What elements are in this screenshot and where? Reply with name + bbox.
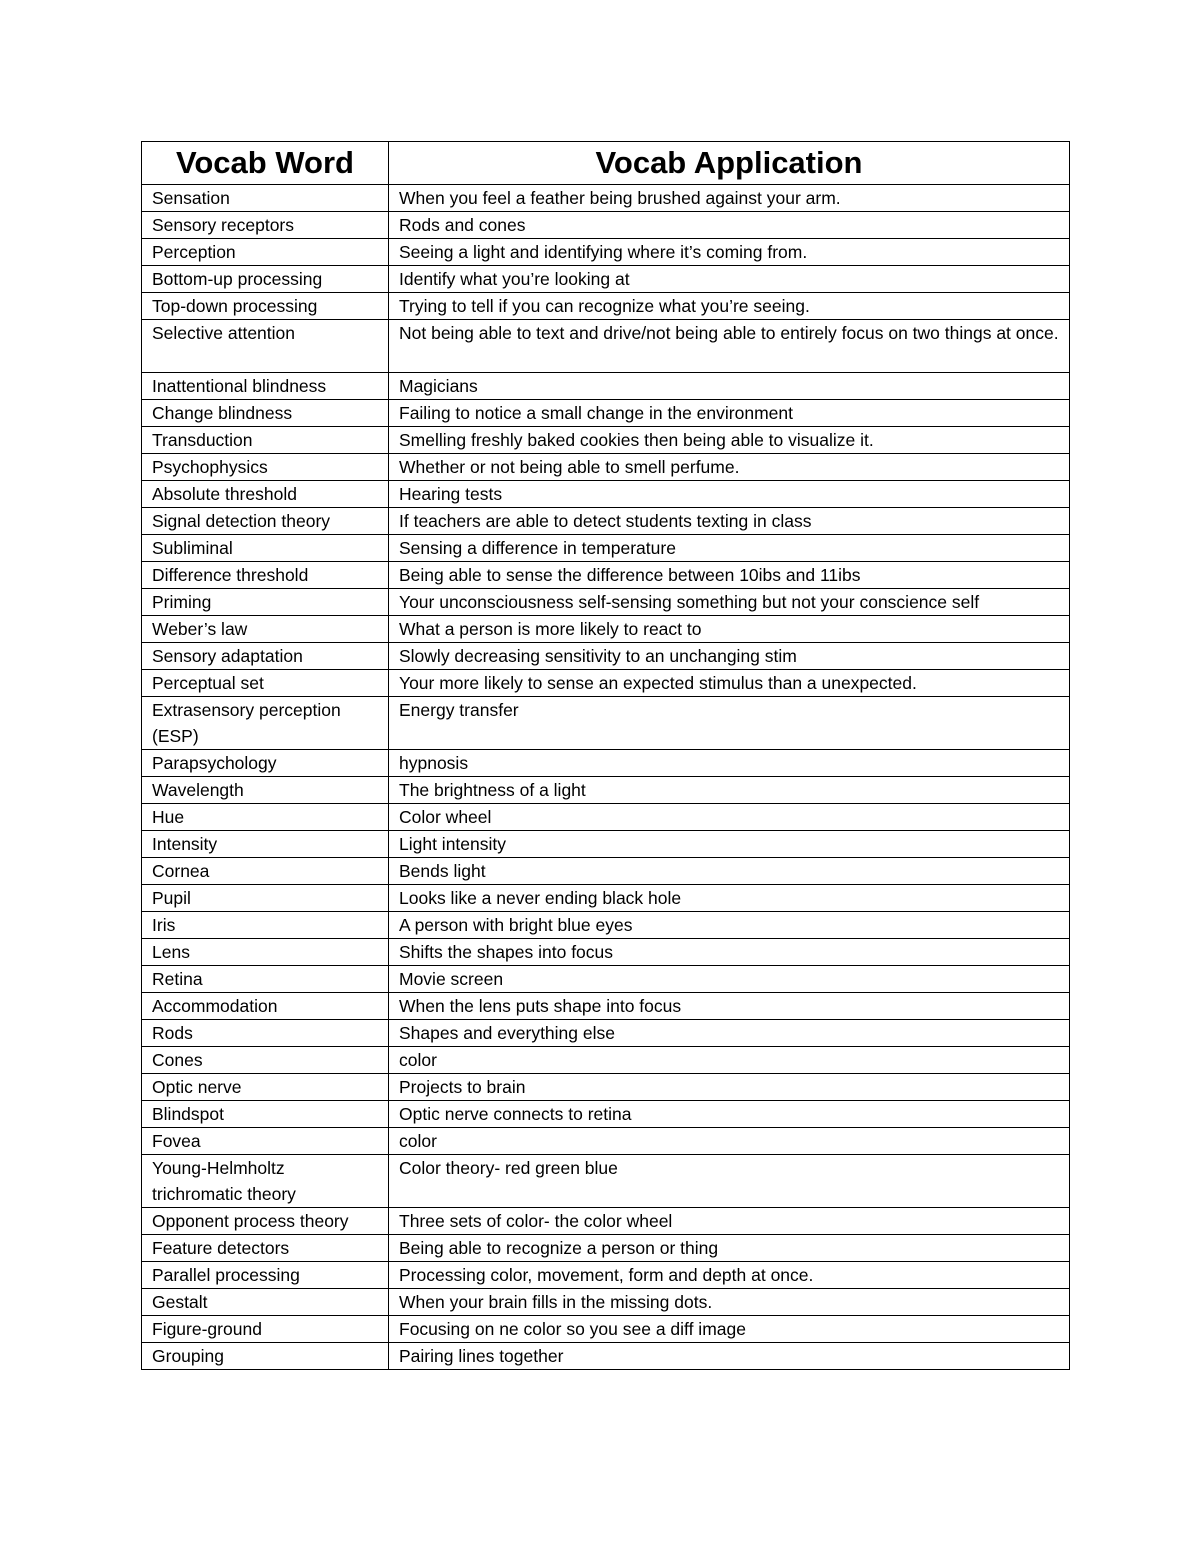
table-row [142,1074,1070,1101]
table-row [142,535,1070,562]
table-row [142,212,1070,239]
vocab-word-cell: Top-down processing [142,293,389,320]
vocab-application-cell: If teachers are able to detect students texting in class [389,508,1070,535]
vocab-word-cell: Lens [142,939,389,966]
vocab-word-cell: Difference threshold [142,562,389,589]
vocab-word-cell: Wavelength [142,777,389,804]
table-row [142,966,1070,993]
header-row [142,142,1070,185]
table-row [142,1128,1070,1155]
vocab-word-cell: Subliminal [142,535,389,562]
vocab-word-cell: Bottom-up processing [142,266,389,293]
vocab-application-cell: Failing to notice a small change in the environment [389,400,1070,427]
vocab-word-cell: Pupil [142,885,389,912]
vocab-application-cell: Being able to sense the difference between 10ibs and 11ibs [389,562,1070,589]
table-row [142,1020,1070,1047]
table-row [142,320,1070,373]
vocab-application-cell: Your unconsciousness self-sensing something but not your conscience self [389,589,1070,616]
vocab-word-cell: Parallel processing [142,1262,389,1289]
table-row [142,454,1070,481]
vocab-word-cell: Change blindness [142,400,389,427]
vocab-word-cell: Signal detection theory [142,508,389,535]
table-row [142,804,1070,831]
vocab-application-cell: Identify what you’re looking at [389,266,1070,293]
table-row [142,643,1070,670]
table-row [142,858,1070,885]
table-row [142,1289,1070,1316]
vocab-word-cell: Absolute threshold [142,481,389,508]
table-row [142,939,1070,966]
vocab-word-cell: Hue [142,804,389,831]
vocab-word-cell: Fovea [142,1128,389,1155]
vocab-application-cell: Processing color, movement, form and depth at once. [389,1262,1070,1289]
table-row [142,373,1070,400]
table-row [142,993,1070,1020]
vocab-table-body [142,185,1070,1370]
vocab-application-cell: Pairing lines together [389,1343,1070,1370]
vocab-word-cell: Blindspot [142,1101,389,1128]
vocab-word-cell: Optic nerve [142,1074,389,1101]
table-row [142,508,1070,535]
vocab-application-cell: Optic nerve connects to retina [389,1101,1070,1128]
vocab-application-cell: color [389,1047,1070,1074]
vocab-word-cell: Retina [142,966,389,993]
vocab-word-cell: Iris [142,912,389,939]
table-row [142,1155,1070,1208]
vocab-table [141,141,1070,1370]
vocab-word-cell: Inattentional blindness [142,373,389,400]
table-row [142,1316,1070,1343]
vocab-word-cell: Grouping [142,1343,389,1370]
vocab-word-cell: Rods [142,1020,389,1047]
table-row [142,616,1070,643]
vocab-application-cell: What a person is more likely to react to [389,616,1070,643]
vocab-word-cell: Priming [142,589,389,616]
vocab-word-cell: Sensation [142,185,389,212]
vocab-application-cell: Light intensity [389,831,1070,858]
vocab-word-cell: Psychophysics [142,454,389,481]
header-vocab-application: Vocab Application [389,142,1070,185]
vocab-application-cell: Your more likely to sense an expected stimulus than a unexpected. [389,670,1070,697]
table-row [142,777,1070,804]
table-row [142,1101,1070,1128]
vocab-application-cell: Whether or not being able to smell perfume. [389,454,1070,481]
table-row [142,885,1070,912]
vocab-word-cell: Sensory receptors [142,212,389,239]
vocab-application-cell: The brightness of a light [389,777,1070,804]
vocab-application-cell: Sensing a difference in temperature [389,535,1070,562]
vocab-application-cell: Slowly decreasing sensitivity to an unchanging stim [389,643,1070,670]
table-row [142,1235,1070,1262]
vocab-application-cell: Focusing on ne color so you see a diff image [389,1316,1070,1343]
vocab-application-cell: Shapes and everything else [389,1020,1070,1047]
table-row [142,750,1070,777]
vocab-word-cell: Gestalt [142,1289,389,1316]
vocab-application-cell: Trying to tell if you can recognize what you’re seeing. [389,293,1070,320]
vocab-word-cell: Weber’s law [142,616,389,643]
vocab-application-cell: Color theory- red green blue [389,1155,1070,1208]
table-row [142,831,1070,858]
table-row [142,670,1070,697]
vocab-application-cell: Energy transfer [389,697,1070,750]
vocab-application-cell: hypnosis [389,750,1070,777]
vocab-word-cell: Intensity [142,831,389,858]
vocab-word-cell: Feature detectors [142,1235,389,1262]
table-row [142,912,1070,939]
vocab-application-cell: Three sets of color- the color wheel [389,1208,1070,1235]
vocab-word-cell: Sensory adaptation [142,643,389,670]
vocab-application-cell: color [389,1128,1070,1155]
vocab-word-cell: Parapsychology [142,750,389,777]
table-row [142,481,1070,508]
vocab-application-cell: Magicians [389,373,1070,400]
vocab-application-cell: Looks like a never ending black hole [389,885,1070,912]
table-row [142,266,1070,293]
vocab-word-cell: Figure-ground [142,1316,389,1343]
table-row [142,400,1070,427]
table-row [142,427,1070,454]
vocab-application-cell: Seeing a light and identifying where it’s coming from. [389,239,1070,266]
table-row [142,1262,1070,1289]
table-row [142,697,1070,750]
table-row [142,1208,1070,1235]
vocab-word-cell: Accommodation [142,993,389,1020]
vocab-application-cell: Color wheel [389,804,1070,831]
vocab-word-cell: Young-Helmholtz trichromatic theory [142,1155,389,1208]
header-vocab-word: Vocab Word [142,142,389,185]
vocab-application-cell: When your brain fills in the missing dots. [389,1289,1070,1316]
table-row [142,1047,1070,1074]
table-row [142,589,1070,616]
vocab-application-cell: When the lens puts shape into focus [389,993,1070,1020]
vocab-application-cell: Movie screen [389,966,1070,993]
table-row [142,185,1070,212]
vocab-application-cell: Rods and cones [389,212,1070,239]
vocab-application-cell: Shifts the shapes into focus [389,939,1070,966]
vocab-application-cell: A person with bright blue eyes [389,912,1070,939]
vocab-application-cell: Bends light [389,858,1070,885]
vocab-word-cell: Cones [142,1047,389,1074]
vocab-application-cell: Not being able to text and drive/not being able to entirely focus on two things at once. [389,320,1070,373]
vocab-word-cell: Cornea [142,858,389,885]
table-row [142,239,1070,266]
vocab-word-cell: Transduction [142,427,389,454]
vocab-word-cell: Extrasensory perception (ESP) [142,697,389,750]
vocab-application-cell: Smelling freshly baked cookies then being able to visualize it. [389,427,1070,454]
table-row [142,562,1070,589]
vocab-word-cell: Opponent process theory [142,1208,389,1235]
vocab-word-cell: Selective attention [142,320,389,373]
vocab-word-cell: Perception [142,239,389,266]
vocab-application-cell: Being able to recognize a person or thing [389,1235,1070,1262]
vocab-application-cell: Hearing tests [389,481,1070,508]
table-row [142,293,1070,320]
vocab-application-cell: When you feel a feather being brushed against your arm. [389,185,1070,212]
table-row [142,1343,1070,1370]
vocab-word-cell: Perceptual set [142,670,389,697]
vocab-application-cell: Projects to brain [389,1074,1070,1101]
